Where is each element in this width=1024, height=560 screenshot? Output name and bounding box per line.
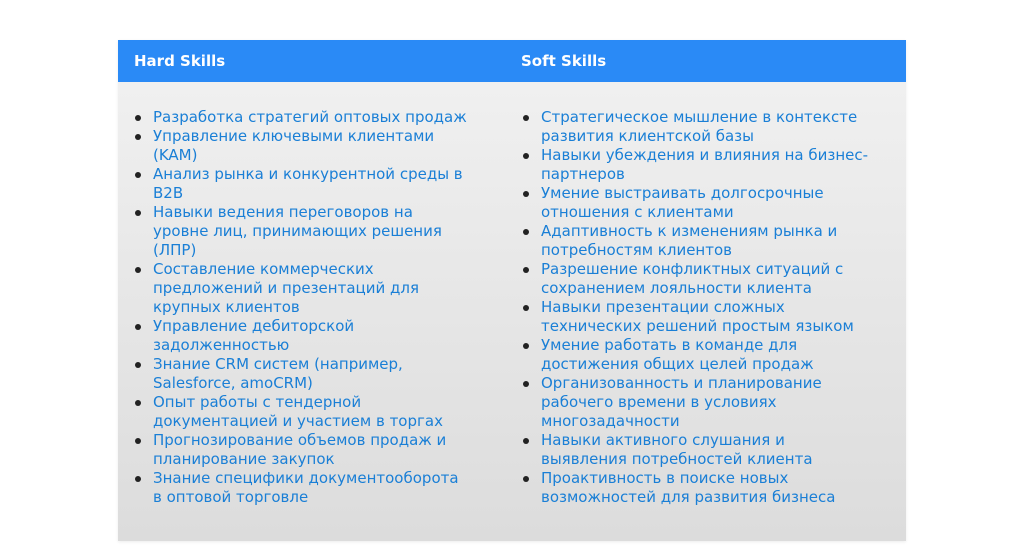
- soft-skills-heading: Soft Skills: [521, 52, 607, 70]
- soft-skill-item: [522, 374, 888, 431]
- bullet-icon: [135, 476, 141, 482]
- soft-skill-item: [522, 298, 888, 336]
- hard-skill-item: [134, 431, 494, 469]
- bullet-icon: [135, 362, 141, 368]
- soft-skill-item-line: отношения с клиентами: [541, 203, 734, 221]
- hard-skill-item-line: Составление коммерческих: [153, 260, 374, 278]
- soft-skill-item: [522, 431, 888, 469]
- hard-skill-item: [134, 127, 494, 165]
- soft-skill-item-line: достижения общих целей продаж: [541, 355, 814, 373]
- hard-skills-heading: Hard Skills: [134, 52, 226, 70]
- bullet-icon: [523, 381, 529, 387]
- bullet-icon: [523, 229, 529, 235]
- bullet-icon: [135, 438, 141, 444]
- soft-skills-list: [522, 108, 888, 507]
- hard-skill-item-line: документацией и участием в торгах: [153, 412, 443, 430]
- hard-skills-list: [134, 108, 494, 507]
- soft-skill-item: [522, 336, 888, 374]
- soft-skill-item: [522, 108, 888, 146]
- soft-skill-item-line: Проактивность в поиске новых: [541, 469, 789, 487]
- hard-skill-item-line: в оптовой торговле: [153, 488, 309, 506]
- soft-skill-item-line: развития клиентской базы: [541, 127, 754, 145]
- bullet-icon: [523, 343, 529, 349]
- bullet-icon: [523, 115, 529, 121]
- bullet-icon: [523, 153, 529, 159]
- hard-skill-item-line: Анализ рынка и конкурентной среды в: [153, 165, 463, 183]
- hard-skill-item: [134, 393, 494, 431]
- soft-skill-item-line: Умение выстраивать долгосрочные: [541, 184, 824, 202]
- hard-skill-item-line: задолженностью: [153, 336, 290, 354]
- soft-skill-item-line: партнеров: [541, 165, 625, 183]
- bullet-icon: [135, 115, 141, 121]
- hard-skill-item-line: Знание специфики документооборота: [153, 469, 459, 487]
- bullet-icon: [523, 438, 529, 444]
- bullet-icon: [135, 400, 141, 406]
- soft-skill-item-line: рабочего времени в условиях: [541, 393, 777, 411]
- hard-skill-item-line: крупных клиентов: [153, 298, 300, 316]
- bullet-icon: [523, 191, 529, 197]
- soft-skill-item-line: возможностей для развития бизнеса: [541, 488, 836, 506]
- table-header: [118, 40, 906, 82]
- hard-skill-item: [134, 469, 494, 507]
- soft-skill-item-line: Навыки активного слушания и: [541, 431, 785, 449]
- bullet-icon: [135, 210, 141, 216]
- soft-skill-item-line: многозадачности: [541, 412, 680, 430]
- soft-skill-item-line: сохранением лояльности клиента: [541, 279, 812, 297]
- bullet-icon: [523, 267, 529, 273]
- soft-skill-item-line: Разрешение конфликтных ситуаций с: [541, 260, 844, 278]
- hard-skill-item-line: B2B: [153, 184, 184, 202]
- hard-skill-item: [134, 165, 494, 203]
- soft-skill-item: [522, 260, 888, 298]
- soft-skill-item-line: Навыки убеждения и влияния на бизнес-: [541, 146, 869, 164]
- skills-table: [118, 40, 906, 541]
- hard-skill-item-line: Управление дебиторской: [153, 317, 355, 335]
- table-body: [118, 82, 906, 541]
- hard-skill-item-line: планирование закупок: [153, 450, 335, 468]
- soft-skill-item-line: Навыки презентации сложных: [541, 298, 785, 316]
- hard-skill-item: [134, 203, 494, 260]
- soft-skill-item-line: технических решений простым языком: [541, 317, 854, 335]
- hard-skill-item-line: Разработка стратегий оптовых продаж: [153, 108, 467, 126]
- bullet-icon: [135, 172, 141, 178]
- bullet-icon: [523, 476, 529, 482]
- hard-skill-item: [134, 260, 494, 317]
- hard-skill-item-line: Знание CRM систем (например,: [153, 355, 403, 373]
- bullet-icon: [135, 267, 141, 273]
- soft-skill-item-line: Умение работать в команде для: [541, 336, 798, 354]
- hard-skill-item-line: Опыт работы с тендерной: [153, 393, 362, 411]
- bullet-icon: [135, 134, 141, 140]
- soft-skill-item-line: выявления потребностей клиента: [541, 450, 813, 468]
- hard-skill-item-line: предложений и презентаций для: [153, 279, 419, 297]
- hard-skill-item: [134, 355, 494, 393]
- soft-skill-item: [522, 184, 888, 222]
- hard-skill-item-line: уровне лиц, принимающих решения: [153, 222, 442, 240]
- soft-skill-item-line: Стратегическое мышление в контексте: [541, 108, 858, 126]
- soft-skill-item-line: потребностям клиентов: [541, 241, 732, 259]
- hard-skill-item: [134, 317, 494, 355]
- hard-skill-item-line: (ЛПР): [153, 241, 197, 259]
- soft-skill-item: [522, 469, 888, 507]
- bullet-icon: [523, 305, 529, 311]
- hard-skill-item-line: Прогнозирование объемов продаж и: [153, 431, 447, 449]
- hard-skill-item-line: Управление ключевыми клиентами: [153, 127, 435, 145]
- bullet-icon: [135, 324, 141, 330]
- soft-skill-item-line: Организованность и планирование: [541, 374, 822, 392]
- hard-skill-item-line: Навыки ведения переговоров на: [153, 203, 413, 221]
- hard-skill-item-line: Salesforce, amoCRM): [153, 374, 313, 392]
- hard-skill-item: [134, 108, 494, 127]
- soft-skill-item: [522, 146, 888, 184]
- soft-skill-item-line: Адаптивность к изменениям рынка и: [541, 222, 838, 240]
- soft-skill-item: [522, 222, 888, 260]
- hard-skill-item-line: (KAM): [153, 146, 198, 164]
